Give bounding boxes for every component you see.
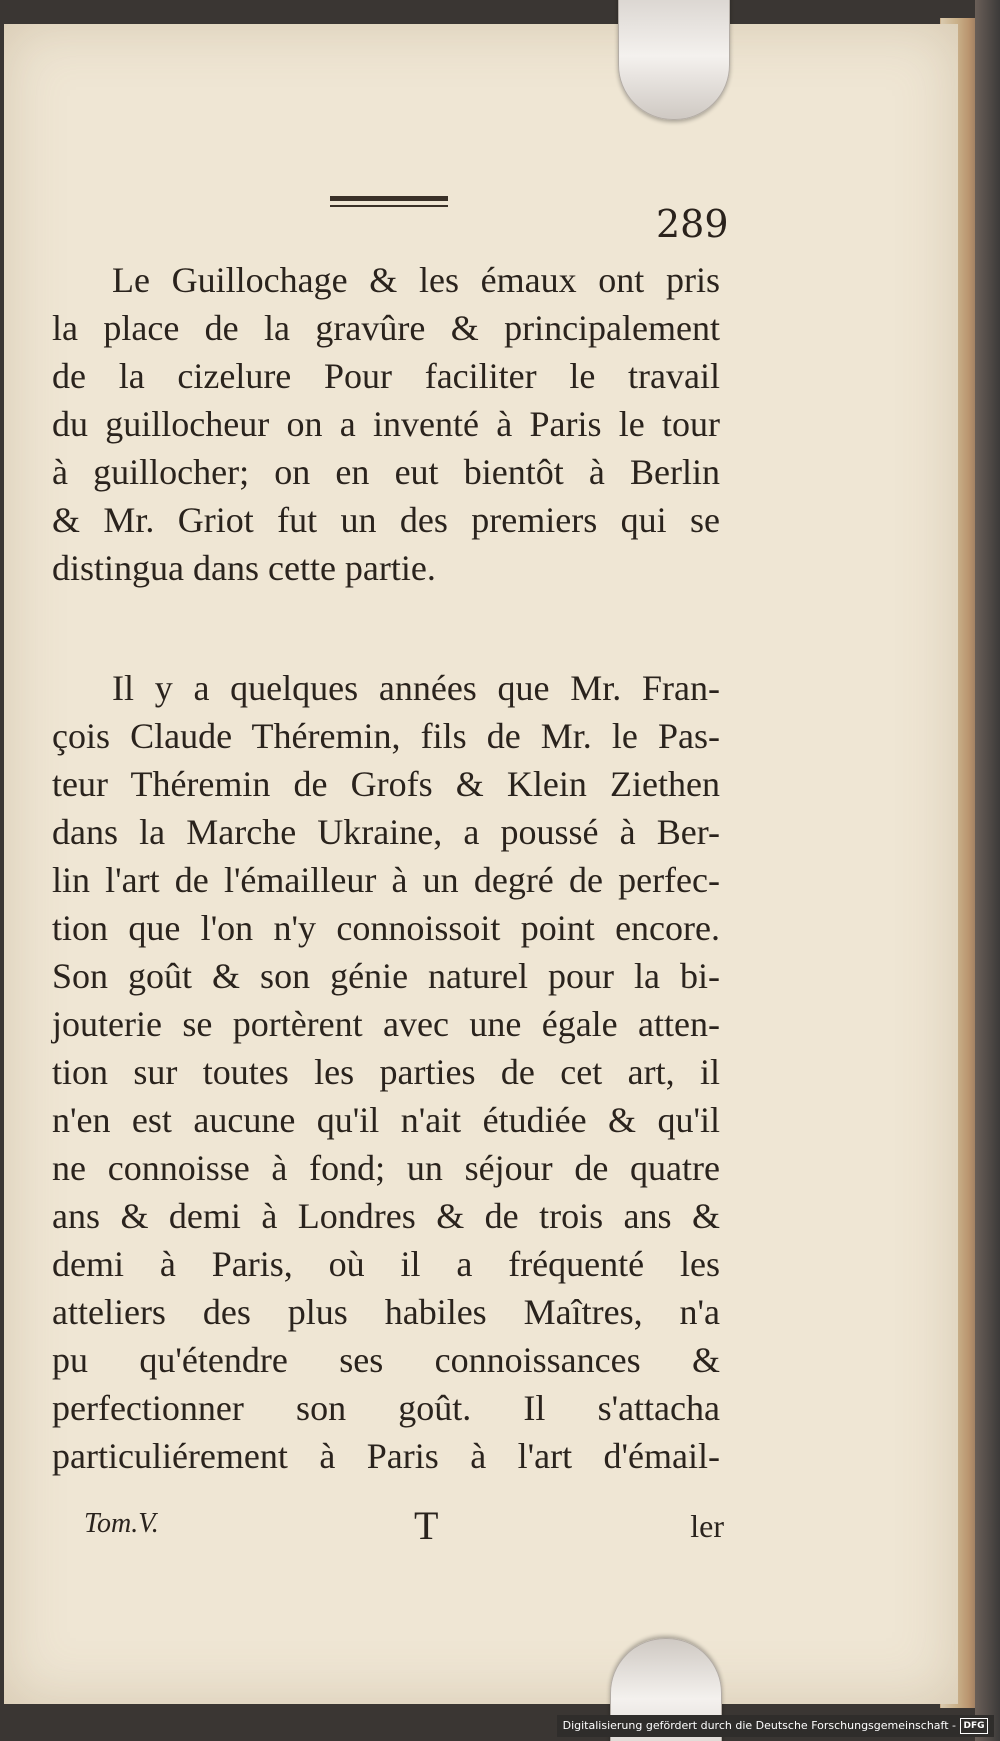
text-line: distingua dans cette partie. <box>52 548 436 588</box>
ornament-bar-thin <box>330 205 448 207</box>
text-line: à guillocher; on en eut bientôt à Berlin <box>52 452 720 492</box>
text-line: demi à Paris, où il a fréquenté les <box>52 1244 720 1284</box>
text-line: pu qu'étendre ses connoissances & <box>52 1340 720 1380</box>
text-line: çois Claude Théremin, fils de Mr. le Pas- <box>52 716 720 756</box>
ornament-bar-thick <box>330 196 448 201</box>
gathering-signature: T <box>414 1503 439 1548</box>
body-text <box>52 256 720 1480</box>
text-line: jouterie se portèrent avec une égale atten- <box>52 1004 720 1044</box>
text-line: de la cizelure Pour faciliter le travail <box>52 356 720 396</box>
volume-signature: Tom.V. <box>84 1508 159 1539</box>
text-line: du guillocheur on a inventé à Paris le tour <box>52 404 720 444</box>
text-line: dans la Marche Ukraine, a poussé à Ber- <box>52 812 720 852</box>
text-line: lin l'art de l'émailleur à un degré de perfec- <box>52 860 720 900</box>
book-page <box>4 24 958 1704</box>
text-line: tion que l'on n'y connoissoit point encore. <box>52 908 720 948</box>
dfg-logo-icon: DFG <box>960 1718 988 1734</box>
text-line: Son goût & son génie naturel pour la bi- <box>52 956 720 996</box>
ornament-rule <box>330 196 448 210</box>
digitization-credit <box>557 1715 994 1737</box>
catchword: ler <box>690 1508 724 1544</box>
paragraph-gap <box>52 592 720 664</box>
page-number: 289 <box>656 202 729 246</box>
text-line: & Mr. Griot fut un des premiers qui se <box>52 500 720 540</box>
text-line: Il y a quelques années que Mr. Fran- <box>112 668 720 708</box>
credit-text: Digitalisierung gefördert durch die Deutsche Forschungsgemeinschaft - <box>562 1719 956 1732</box>
text-line: n'en est aucune qu'il n'ait étudiée & qu'il <box>52 1100 720 1140</box>
text-line: perfectionner son goût. Il s'attacha <box>52 1388 720 1428</box>
text-line: particuliérement à Paris à l'art d'émail- <box>52 1436 720 1476</box>
text-line: ne connoisse à fond; un séjour de quatre <box>52 1148 720 1188</box>
page-clip-top <box>618 0 730 120</box>
text-line: la place de la gravûre & principalement <box>52 308 720 348</box>
paragraph-2 <box>52 664 720 1480</box>
paragraph-1 <box>52 256 720 592</box>
text-line: ans & demi à Londres & de trois ans & <box>52 1196 720 1236</box>
text-line: Le Guillochage & les émaux ont pris <box>112 260 720 300</box>
text-line: atteliers des plus habiles Maîtres, n'a <box>52 1292 720 1332</box>
text-line: teur Théremin de Grofs & Klein Ziethen <box>52 764 720 804</box>
text-line: tion sur toutes les parties de cet art, il <box>52 1052 720 1092</box>
page-footer <box>84 1503 724 1558</box>
book-binding <box>975 0 1000 1741</box>
